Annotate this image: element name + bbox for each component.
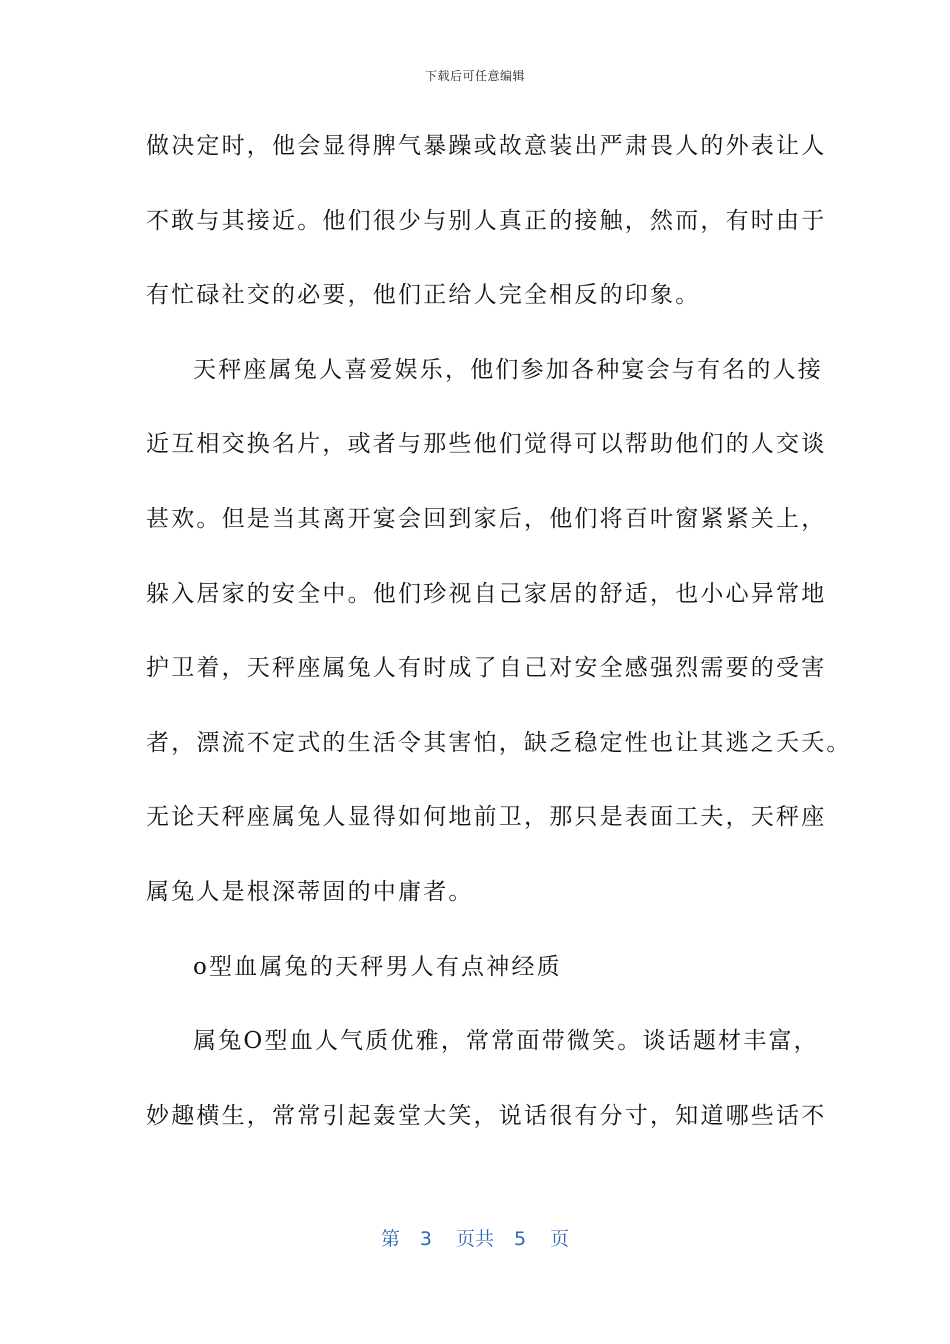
text-line: 属兔O型血人气质优雅，常常面带微笑。谈话题材丰富，: [193, 1028, 819, 1055]
page-label-mid: 页共: [455, 1228, 494, 1250]
page-label-suffix: 页: [550, 1228, 570, 1250]
text-line: 属兔人是根深蒂固的中庸者。: [146, 878, 474, 905]
current-page-number: 3: [419, 1228, 432, 1250]
text-line: 近互相交换名片，或者与那些他们觉得可以帮助他们的人交谈: [146, 431, 827, 458]
text-line: 者，漂流不定式的生活令其害怕，缺乏稳定性也让其逃之夭夭。: [146, 729, 852, 756]
total-pages-number: 5: [514, 1228, 527, 1250]
text-line: 躲入居家的安全中。他们珍视自己家居的舒适，也小心异常地: [146, 580, 827, 607]
section-heading: o型血属兔的天秤男人有点神经质: [193, 953, 562, 980]
text-line: 天秤座属兔人喜爱娱乐，他们参加各种宴会与有名的人接: [193, 356, 823, 383]
text-line: 妙趣横生，常常引起轰堂大笑，说话很有分寸，知道哪些话不: [146, 1102, 827, 1129]
body-text: [146, 118, 852, 1162]
text-line: 无论天秤座属兔人显得如何地前卫，那只是表面工夫，天秤座: [146, 804, 827, 831]
text-line: 有忙碌社交的必要，他们正给人完全相反的印象。: [146, 282, 701, 309]
text-line: 甚欢。但是当其离开宴会回到家后，他们将百叶窗紧紧关上，: [146, 505, 827, 532]
page-label-prefix: 第: [380, 1228, 400, 1250]
header-note: 下载后可任意编辑: [424, 69, 525, 83]
page-footer: [0, 1224, 950, 1251]
text-line: 做决定时，他会显得脾气暴躁或故意装出严肃畏人的外表让人: [146, 133, 827, 159]
text-line: 护卫着，天秤座属兔人有时成了自己对安全感强烈需要的受害: [146, 655, 827, 682]
text-line: 不敢与其接近。他们很少与别人真正的接触，然而，有时由于: [146, 207, 827, 234]
